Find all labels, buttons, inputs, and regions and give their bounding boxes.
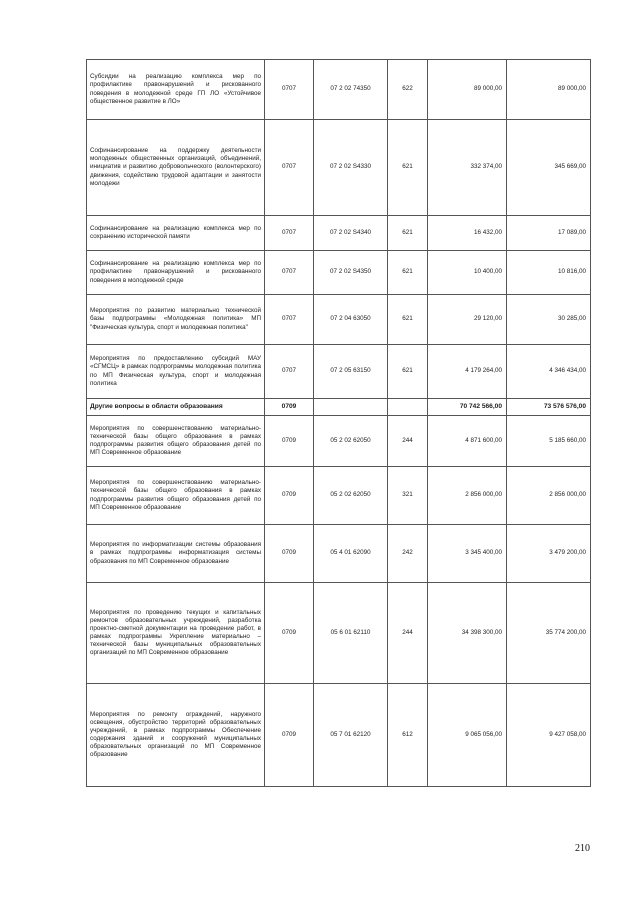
amount-first-year: 9 065 056,00 — [428, 684, 507, 787]
article-code: 05 2 02 62050 — [314, 467, 388, 525]
table-row — [87, 525, 591, 583]
row-name: Субсидии на реализацию комплекса мер по профилактике правонарушений и рискованного поведения в молодежной среде ГП ЛО «Устойчивое общественное развитие в ЛО» — [87, 60, 265, 120]
table-row — [87, 684, 591, 787]
article-code: 07 2 04 63050 — [314, 295, 388, 345]
amount-first-year: 29 120,00 — [428, 295, 507, 345]
row-name: Софинансирование на реализацию комплекса мер по профилактике правонарушений и рискованного поведения в молодежной среде — [87, 251, 265, 295]
expense-type-code: 612 — [388, 684, 428, 787]
table-row — [87, 251, 591, 295]
table-row — [87, 467, 591, 525]
amount-first-year: 4 871 600,00 — [428, 416, 507, 467]
amount-second-year: 10 816,00 — [507, 251, 591, 295]
amount-second-year: 9 427 058,00 — [507, 684, 591, 787]
expense-type-code: 621 — [388, 345, 428, 399]
article-code: 07 2 02 74350 — [314, 60, 388, 120]
section-code: 0709 — [265, 684, 314, 787]
table-row — [87, 583, 591, 684]
amount-second-year: 89 000,00 — [507, 60, 591, 120]
amount-first-year: 4 179 264,00 — [428, 345, 507, 399]
amount-second-year: 17 089,00 — [507, 216, 591, 251]
row-name: Мероприятия по предоставлению субсидий МАУ «СГМСЦ» в рамках подпрограммы молодежная политика по МП Физическая культура, спорт и молодежная политика — [87, 345, 265, 399]
section-code: 0709 — [265, 525, 314, 583]
amount-second-year: 73 576 576,00 — [507, 399, 591, 416]
amount-second-year: 35 774 200,00 — [507, 583, 591, 684]
expense-type-code: 242 — [388, 525, 428, 583]
section-code: 0707 — [265, 295, 314, 345]
amount-first-year: 3 345 400,00 — [428, 525, 507, 583]
row-name: Другие вопросы в области образования — [87, 399, 265, 416]
article-code: 07 2 02 S4330 — [314, 120, 388, 216]
row-name: Мероприятия по проведению текущих и капитальных ремонтов образовательных учреждений, разработка проектно-сметной документации на проведение работ, в рамках подпрограммы Укрепление материально – технической базы муниципальных образовательных организаций по МП Современное образование — [87, 583, 265, 684]
amount-first-year: 34 398 300,00 — [428, 583, 507, 684]
section-code: 0707 — [265, 345, 314, 399]
row-name: Мероприятия по информатизации системы образования в рамках подпрограммы информатизация системы образования по МП Современное образование — [87, 525, 265, 583]
expense-type-code — [388, 399, 428, 416]
table-row — [87, 60, 591, 120]
article-code: 07 2 05 63150 — [314, 345, 388, 399]
amount-first-year: 2 856 000,00 — [428, 467, 507, 525]
table-row — [87, 345, 591, 399]
table-row — [87, 416, 591, 467]
row-name: Мероприятия по совершенствованию материально-технической базы общего образования в рамках подпрограммы развития общего образования детей по МП Современное образование — [87, 467, 265, 525]
article-code: 05 7 01 62120 — [314, 684, 388, 787]
amount-second-year: 4 346 434,00 — [507, 345, 591, 399]
expense-type-code: 621 — [388, 251, 428, 295]
amount-second-year: 2 856 000,00 — [507, 467, 591, 525]
article-code: 07 2 02 S4350 — [314, 251, 388, 295]
amount-first-year: 89 000,00 — [428, 60, 507, 120]
expense-type-code: 622 — [388, 60, 428, 120]
article-code: 05 4 01 62090 — [314, 525, 388, 583]
table-row — [87, 120, 591, 216]
section-code: 0707 — [265, 216, 314, 251]
expense-type-code: 621 — [388, 295, 428, 345]
expense-type-code: 244 — [388, 416, 428, 467]
table-section-row — [87, 399, 591, 416]
table-body — [87, 60, 591, 787]
article-code: 07 2 02 S4340 — [314, 216, 388, 251]
section-code: 0709 — [265, 399, 314, 416]
amount-second-year: 30 285,00 — [507, 295, 591, 345]
section-code: 0709 — [265, 416, 314, 467]
expense-type-code: 621 — [388, 120, 428, 216]
amount-first-year: 10 400,00 — [428, 251, 507, 295]
article-code — [314, 399, 388, 416]
section-code: 0707 — [265, 60, 314, 120]
expense-type-code: 244 — [388, 583, 428, 684]
amount-first-year: 16 432,00 — [428, 216, 507, 251]
row-name: Софинансирование на поддержку деятельности молодежных общественных организаций, объединений, инициатив и развитию добровольческого (волонтерского) движения, содействию трудовой адаптации и занятости молодежи — [87, 120, 265, 216]
amount-second-year: 3 479 200,00 — [507, 525, 591, 583]
section-code: 0707 — [265, 251, 314, 295]
article-code: 05 6 01 62110 — [314, 583, 388, 684]
section-code: 0709 — [265, 467, 314, 525]
budget-table — [86, 59, 591, 787]
article-code: 05 2 02 62050 — [314, 416, 388, 467]
row-name: Мероприятия по совершенствованию материально-технической базы общего образования в рамках подпрограммы развития общего образования детей по МП Современное образование — [87, 416, 265, 467]
row-name: Софинансирование на реализацию комплекса мер по сохранению исторической памяти — [87, 216, 265, 251]
section-code: 0707 — [265, 120, 314, 216]
table-row — [87, 216, 591, 251]
amount-first-year: 70 742 566,00 — [428, 399, 507, 416]
amount-second-year: 5 185 660,00 — [507, 416, 591, 467]
amount-second-year: 345 669,00 — [507, 120, 591, 216]
expense-type-code: 621 — [388, 216, 428, 251]
row-name: Мероприятия по развитию материально технической базы подпрограммы «Молодежная политика» МП "Физическая культура, спорт и молодежная политика" — [87, 295, 265, 345]
row-name: Мероприятия по ремонту ограждений, наружного освещения, обустройство территорий образовательных учреждений, в рамках подпрограммы Обеспечение содержания зданий и сооружений муниципальных образовательных организаций по МП Современное образование — [87, 684, 265, 787]
expense-type-code: 321 — [388, 467, 428, 525]
section-code: 0709 — [265, 583, 314, 684]
table-row — [87, 295, 591, 345]
amount-first-year: 332 374,00 — [428, 120, 507, 216]
page-number: 210 — [575, 843, 590, 854]
